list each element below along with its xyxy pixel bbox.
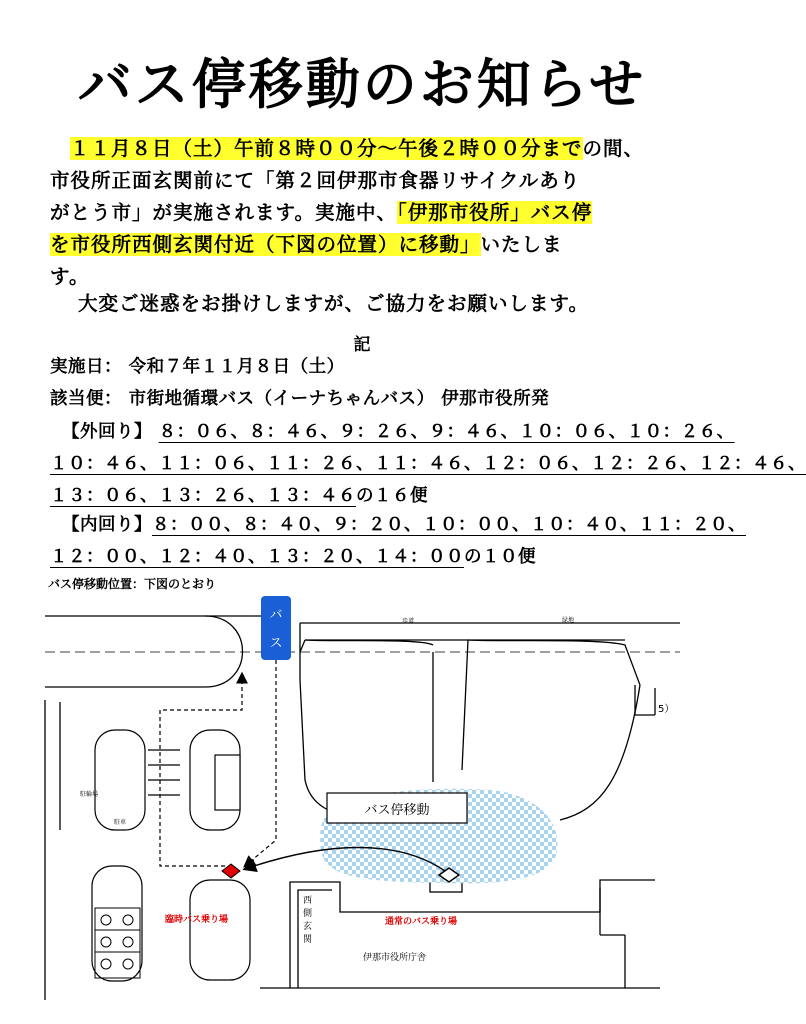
temporary-stop-label: 臨時バス乗り場 — [165, 915, 229, 925]
date-value: 令和７年１１月８日（土） — [128, 357, 345, 377]
map-caption: バス停移動位置：下図のとおり — [48, 577, 217, 591]
inner-line-1 — [62, 510, 746, 540]
page-title: バス停移動のお知らせ — [77, 53, 647, 116]
intro-text: いたしま — [480, 233, 563, 256]
intro-text: がとう市」が実施されます。実施中、 — [50, 201, 397, 224]
sidewalk-label: 歩道 — [402, 618, 415, 625]
city-hall-building — [260, 880, 660, 988]
parking-label: 駐輪場 — [80, 791, 99, 798]
outer-suffix: の１６便 — [356, 486, 428, 506]
ki-heading: 記 — [353, 335, 371, 355]
highlight-time: １１月８日（土）午前８時００分～午後２時００分まで — [70, 137, 583, 160]
highlight-move: 「伊那市役所」バス停 — [396, 201, 593, 224]
route-line — [50, 384, 700, 414]
svg-text:玄: 玄 — [303, 922, 313, 932]
outer-times: １０：４６、１１：０６、１１：２６、１１：４６、１２：０６、１２：２６、１２：４６、 — [50, 454, 806, 474]
outer-times: １３：０６、１３：２６、１３：４６ — [50, 486, 356, 506]
city-hall-label: 伊那市役所庁舎 — [363, 953, 427, 963]
bus-label: ス — [269, 636, 283, 651]
bus-route-path — [245, 660, 276, 866]
bus-stop-map — [0, 590, 724, 1024]
inner-line-2 — [50, 542, 700, 572]
inner-times: １２：００、１２：４０、１３：２０、１４：００ — [50, 547, 464, 567]
route-label: 該当便： — [50, 389, 122, 409]
outer-times: ８：０６、８：４６、９：２６、９：４６、１０：０６、１０：２６、 — [158, 422, 735, 442]
inner-times: ８：００、８：４０、９：２０、１０：００、１０：４０、１１：２０、 — [152, 515, 746, 535]
inner-suffix: の１０便 — [464, 547, 536, 567]
move-label: バス停移動 — [364, 803, 430, 818]
outer-line-1 — [62, 417, 735, 447]
normal-stop-label: 通常のバス乗り場 — [385, 917, 458, 927]
intro-paragraph — [50, 133, 690, 293]
svg-text:西: 西 — [303, 896, 313, 906]
inner-label: 【内回り】 — [62, 515, 152, 535]
date-label: 実施日： — [50, 357, 122, 377]
road-small-label: 緑地 — [562, 617, 575, 624]
lot-label: 駐車 — [114, 819, 127, 826]
apology-text: 大変ご迷惑をお掛けしますが、ご協力をお願いします。 — [78, 292, 589, 315]
outer-line-2 — [50, 449, 806, 479]
route-value: 市街地循環バス（イーナちゃんバス） 伊那市役所発 — [128, 389, 550, 409]
date-line — [50, 352, 700, 382]
svg-text:関: 関 — [303, 935, 313, 945]
outer-line-3 — [50, 481, 700, 511]
svg-text:側: 側 — [303, 909, 313, 919]
parking-blocks — [92, 730, 250, 981]
west-entrance-label — [303, 895, 312, 945]
outer-label: 【外回り】 — [62, 422, 152, 442]
intro-text: の間、 — [582, 137, 645, 160]
bus-label: バ — [269, 608, 283, 623]
highlight-move: を市役所西側玄関付近（下図の位置）に移動」 — [50, 233, 481, 256]
number-label: 5） — [658, 704, 675, 715]
intro-text: す。 — [50, 265, 90, 288]
intro-text: 市役所正面玄関前にて「第２回伊那市食器リサイクルあり — [50, 169, 581, 192]
